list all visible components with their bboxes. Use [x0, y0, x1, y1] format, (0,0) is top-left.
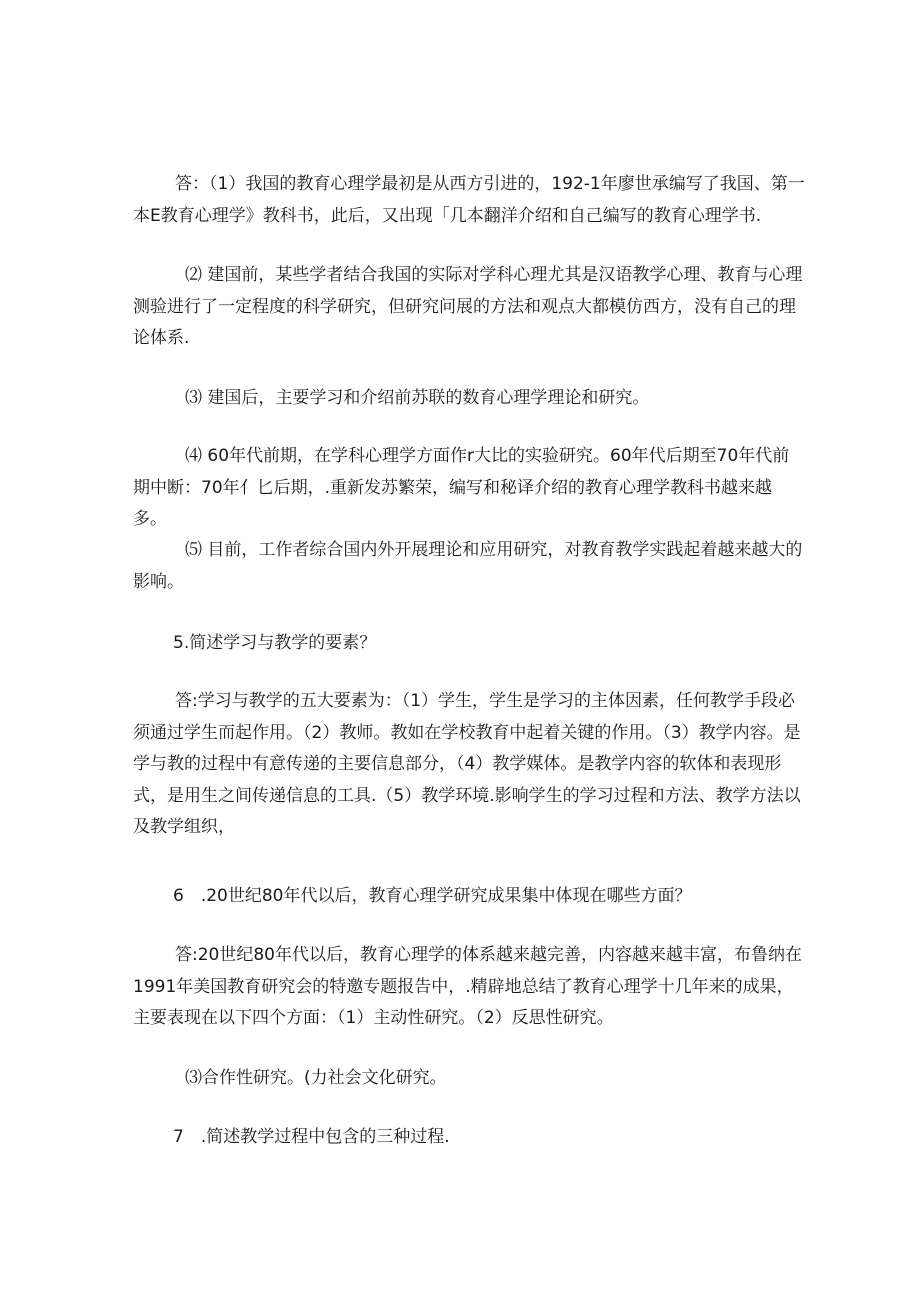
paragraph-history-pre-founding: ⑵ 建国前，某些学者结合我国的实际对学科心理尤其是汉语教学心理、教育与心理测验进行了一定程度的科学研究，但研究问展的方法和观点大都模仿西方，没有自己的理论体系. [133, 265, 803, 348]
paragraph-answer-history: 答：（1）我国的教育心理学最初是从西方引进的，192-1年廖世承编写了我国、第一本E教育心理学》教科书，此后，又出现「几本翻洋介绍和自己编写的教育心理学书. [133, 174, 805, 226]
question-6-heading: 6 .20世纪80年代以后，教育心理学研究成果集中体现在哪些方面？ [173, 886, 692, 906]
paragraph-history-post-founding: ⑶ 建国后，主要学习和介绍前苏联的数育心理学理论和研究。 [185, 388, 650, 408]
question-7-heading: 7 .简述教学过程中包含的三种过程. [173, 1127, 450, 1147]
paragraph-answer-elements: 答:学习与教学的五大要素为：（1）学生，学生是学习的主体因素，任何教学手段必须通过学生而起作用。（2）教师。教如在学校教育中起着关键的作用。（3）教学内容。是学与教的过程中有意传递的主要信息部分，（4）教学媒体。是教学内容的软体和表现形式，是用生之间传递信息的工具.（5）教学环境.影响学生的学习过程和方法、教学方法以及教学组织， [133, 691, 801, 837]
paragraph-research-items: ⑶合作性研究。(力社会文化研究。 [185, 1068, 447, 1088]
paragraph-history-1960s: ⑷ 60年代前期，在学科心理学方面作r大比的实验研究。60年代后期至70年代前期中断：70年亻匕后期，.重新发苏繁荣，编写和秘译介绍的教育心理学教科书越来越多。 [133, 446, 790, 529]
paragraph-answer-1980s: 答:20世纪80年代以后，教育心理学的体系越来越完善，内容越来越丰富，布鲁纳在1991年美国教育研究会的特邀专题报告中，.精辟地总结了教育心理学十几年来的成果，主要表现在以下四个方面：（1）主动性研究。（2）反思性研究。 [133, 945, 802, 1028]
paragraph-history-current: ⑸ 目前，工作者综合国内外开展理论和应用研究，对教育教学实践起着越来越大的影响。 [133, 540, 803, 592]
question-5-heading: 5.简述学习与教学的要素？ [173, 633, 377, 653]
